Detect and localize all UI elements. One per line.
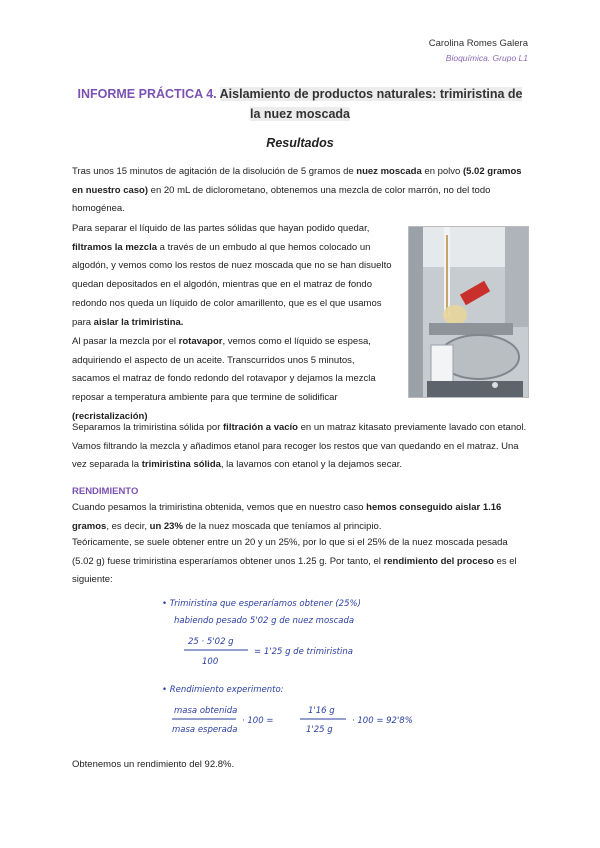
p4-bold-b: filtración a vacío: [223, 422, 298, 433]
section-heading-rendimiento: RENDIMIENTO: [72, 486, 139, 497]
note-line-4: • Rendimiento experimento:: [162, 685, 284, 695]
note-value-expected: 1'25 g: [306, 725, 333, 735]
paragraph-4: [72, 419, 528, 475]
section-subtitle: Resultados: [266, 136, 334, 150]
rotavapor-photo: [408, 226, 529, 398]
p2-bold-b: filtramos la mezcla: [72, 241, 158, 253]
note-line-2: habiendo pesado 5'02 g de nuez moscada: [174, 616, 355, 626]
p5-bold-b: hemos conseguido aislar 1.16 gramos: [72, 502, 502, 532]
note-fraction-numerator: 25 · 5'02 g: [188, 637, 234, 647]
paragraph-5: [72, 499, 528, 536]
note-result-line: = 1'25 g de trimiristina: [254, 647, 353, 657]
p1-text-e: en 20 mL de diclorometano, obtenemos una mezcla de color marrón, no del todo homogénea.: [72, 184, 491, 215]
rotavapor-photo-drawing: [409, 227, 528, 397]
p4-text-a: Separamos la trimiristina sólida por: [72, 422, 224, 433]
note-mass-obtained: masa obtenida: [174, 706, 238, 716]
p5-bold-d: un 23%: [149, 520, 183, 532]
note-yield-result: · 100 = 92'8%: [352, 716, 413, 726]
p4-text-c: en un matraz kitasato previamente lavado con etanol. Vamos filtrando la mezcla y añadimos etanol para recoger los restos que van quedando en el matraz. Una vez separada la: [72, 422, 527, 471]
note-mass-expected: masa esperada: [172, 725, 238, 735]
p1-text-a: Tras unos 15 minutos de agitación de la disolución de 5 gramos de: [72, 166, 357, 177]
p3-text-c: , vemos como el líquido se espesa, adquiriendo el aspecto de un aceite. Transcurridos unos 5 minutos, sacamos el matraz de fondo redondo del rotavapor y dejamos la mezcla reposar a temperatura ambiente para que termine de solidificar: [72, 336, 376, 404]
p1-bold-d: (5.02 gramos en nuestro caso): [72, 166, 522, 196]
note-fraction-denominator: 100: [202, 657, 219, 667]
p5-text-a: Cuando pesamos la trimiristina obtenida, vemos que en nuestro caso: [72, 502, 367, 513]
title-lead: INFORME PRÁCTICA 4.: [77, 87, 217, 101]
handwritten-calculation: [162, 592, 444, 740]
paragraph-3: [72, 333, 394, 427]
page-title: [72, 84, 528, 124]
title-main: Aislamiento de productos naturales: trimiristina de la nuez moscada: [219, 87, 523, 121]
p3-bold-d: (recristalización): [72, 410, 148, 422]
handwritten-calculation-drawing: [162, 592, 444, 740]
p4-text-e: , la lavamos con etanol y la dejamos secar.: [220, 459, 403, 471]
p2-text-c: a través de un embudo al que hemos colocado un algodón, y vemos como los restos de nuez moscada que no se han disuelto quedan depositados en el algodón, mientras que en el matraz de fondo redondo nos queda un líquido de color amarillento, que es el que usamos para: [72, 241, 392, 328]
header-author: Carolina Romes Galera: [428, 38, 528, 49]
p2-text-a: Para separar el líquido de las partes sólidas que hayan podido quedar,: [72, 223, 370, 234]
paragraph-1: [72, 163, 528, 219]
paragraph-2: [72, 220, 394, 332]
p6-text-c: es el siguiente:: [72, 555, 517, 586]
p6-bold-b: rendimiento del proceso: [383, 555, 494, 567]
p5-text-e: de la nuez moscada que teníamos al principio.: [182, 520, 382, 532]
p6-text-a: Teóricamente, se suele obtener entre un 20 y un 25%, por lo que si el 25% de la nuez moscada pesada (5.02 g) fuese trimiristina esperaríamos obtener unos 1.25 g. Por tanto, el: [72, 537, 508, 567]
conclusion-text: Obtenemos un rendimiento del 92.8%.: [72, 759, 235, 770]
p1-text-c: en polvo: [421, 166, 463, 177]
p4-bold-d: trimiristina sólida: [141, 459, 221, 471]
p2-bold-d: aislar la trimiristina.: [93, 316, 184, 328]
p3-bold-b: rotavapor: [178, 336, 223, 347]
paragraph-6: [72, 534, 528, 590]
note-times-100: · 100 =: [242, 716, 274, 726]
header-group: Bioquímica. Grupo L1: [445, 53, 528, 63]
note-value-obtained: 1'16 g: [308, 706, 335, 716]
p3-text-a: Al pasar la mezcla por el: [72, 336, 179, 347]
p5-text-c: , es decir,: [106, 520, 150, 532]
note-line-1: • Trimiristina que esperaríamos obtener (25%): [162, 599, 361, 609]
p1-bold-b: nuez moscada: [356, 166, 422, 177]
